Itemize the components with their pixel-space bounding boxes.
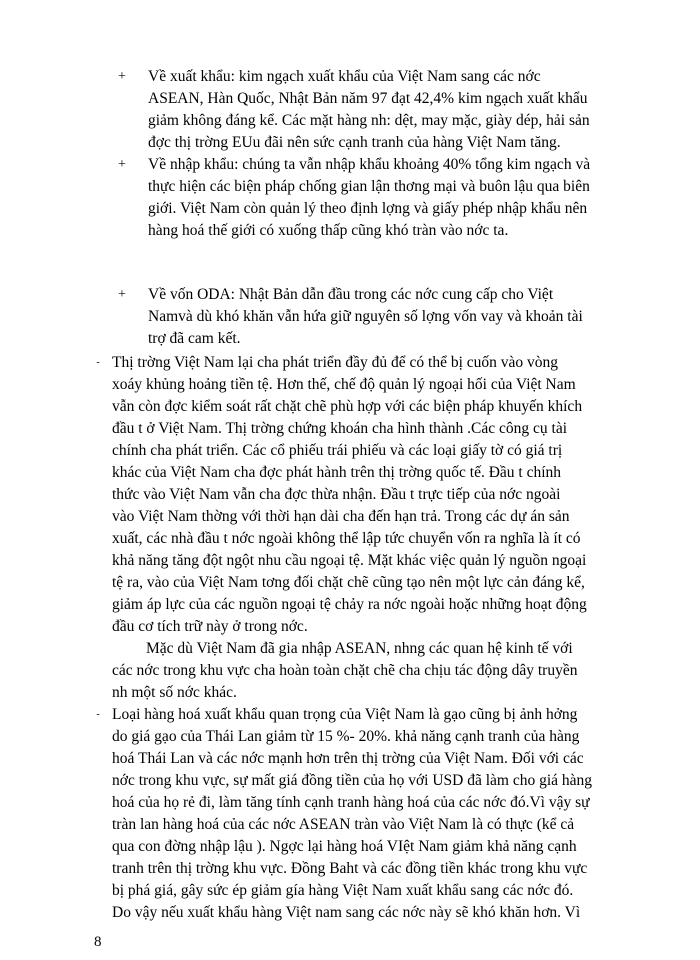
text-line: thức vào Việt Nam vẫn cha đợc thừa nhận. Đầu t trực tiếp của nớc ngoài xyxy=(112,486,561,503)
text-line: hoá của họ rẻ đi, làm tăng tính cạnh tranh hàng hoá của các nớc đó.Vì vậy sự xyxy=(112,794,590,811)
text-line: trợ đã cam kết. xyxy=(148,330,241,347)
text-line: giảm áp lực của các nguồn ngoại tệ chảy ra nớc ngoài hoặc những hoạt động xyxy=(112,596,587,613)
text-line: Do vậy nếu xuất khẩu hàng Việt nam sang các nớc này sẽ khó khăn hơn. Vì xyxy=(112,904,581,921)
text-line: Về nhập khẩu: chúng ta vẫn nhập khẩu khoảng 40% tổng kim ngạch và xyxy=(148,156,591,173)
dash-bullet-icon: - xyxy=(96,357,100,368)
text-line: Mặc dù Việt Nam đã gia nhập ASEAN, nhng các quan hệ kinh tế với xyxy=(146,640,573,657)
text-line: giảm không đáng kể. Các mặt hàng nh: dệt, may mặc, giày dép, hải sản xyxy=(148,112,590,129)
text-line: các nớc trong khu vực cha hoàn toàn chặt chẽ cha chịu tác động dây truyền xyxy=(112,662,578,679)
text-line: hàng hoá thế giới có xuống thấp cũng khó tràn vào nớc ta. xyxy=(148,222,509,239)
text-line: do giá gạo của Thái Lan giảm từ 15 %- 20%. khả năng cạnh tranh của hàng xyxy=(112,728,580,745)
text-line: tranh trên thị trờng khu vực. Đồng Baht và các đồng tiền khác trong khu vực xyxy=(112,860,588,877)
text-line: tệ ra, vào của Việt Nam tơng đối chặt chẽ cũng tạo nên một lực cản đáng kể, xyxy=(112,574,585,591)
text-line: ASEAN, Hàn Quốc, Nhật Bản năm 97 đạt 42,4% kim ngạch xuất khẩu xyxy=(148,90,588,107)
text-line: đợc thị trờng EUu đãi nên sức cạnh tranh của hàng Việt Nam tăng. xyxy=(148,134,561,151)
plus-bullet-icon: + xyxy=(118,287,126,302)
plus-bullet-icon: + xyxy=(118,69,126,84)
text-line: vào Việt Nam thờng với thời hạn dài cha đến hạn trả. Trong các dự án sản xyxy=(112,508,570,525)
page-number: 8 xyxy=(94,934,102,950)
text-line: khác của Việt Nam cha đợc phát hành trên thị trờng quốc tế. Đầu t chính xyxy=(112,464,562,481)
text-line: giới. Việt Nam còn quản lý theo định lợng và giấy phép nhập khẩu nên xyxy=(148,200,588,217)
text-line: Loại hàng hoá xuất khẩu quan trọng của Việt Nam là gạo cũng bị ảnh hởng xyxy=(112,706,578,723)
text-line: Thị trờng Việt Nam lại cha phát triển đầy đủ để có thể bị cuốn vào vòng xyxy=(112,354,559,371)
text-line: nớc trong khu vực, sự mất giá đồng tiền của họ với USD đã làm cho giá hàng xyxy=(112,772,593,789)
text-line: Về vốn ODA: Nhật Bản dẫn đầu trong các nớc cung cấp cho Việt xyxy=(148,286,554,303)
text-line: xoáy khủng hoảng tiền tệ. Hơn thế, chế độ quản lý ngoại hối của Việt Nam xyxy=(112,376,576,393)
text-line: vẫn còn đợc kiểm soát rất chặt chẽ phù hợp với các biện pháp khuyến khích xyxy=(112,398,583,415)
plus-bullet-icon: + xyxy=(118,157,126,172)
text-line: tràn lan hàng hoá của các nớc ASEAN tràn vào Việt Nam là có thực (kể cả xyxy=(112,816,575,833)
text-line: chính cha phát triển. Các cổ phiếu trái phiếu và các loại giấy tờ có giá trị xyxy=(112,442,563,459)
text-line: xuất, các nhà đầu t nớc ngoài không thể lập tức chuyển vốn ra nghĩa là ít có xyxy=(112,530,581,547)
text-line: thực hiện các biện pháp chống gian lận thơng mại và buôn lậu qua biên xyxy=(148,178,590,195)
text-line: đầu cơ tích trữ này ở trong nớc. xyxy=(112,618,308,635)
text-line: đầu t ở Việt Nam. Thị trờng chứng khoán cha hình thành .Các công cụ tài xyxy=(112,420,568,437)
text-line: Namvà dù khó khăn vẫn hứa giữ nguyên số lợng vốn vay và khoản tài xyxy=(148,308,583,325)
dash-bullet-icon: - xyxy=(96,709,100,720)
text-line: nh một số nớc khác. xyxy=(112,684,237,701)
text-line: Về xuất khẩu: kim ngạch xuất khẩu của Việt Nam sang các nớc xyxy=(148,68,541,85)
text-line: qua con đờng nhập lậu ). Ngợc lại hàng hoá VIệt Nam giảm khả năng cạnh xyxy=(112,838,577,855)
text-line: bị phá giá, gây sức ép giảm gía hàng Việt Nam xuất khẩu sang các nớc đó. xyxy=(112,882,574,899)
text-line: khả năng tăng đột ngột nhu cầu ngoại tệ. Mặt khác việc quản lý nguồn ngoại xyxy=(112,552,587,569)
text-line: hoá Thái Lan và các nớc mạnh hơn trên thị trờng của Việt Nam. Đối với các xyxy=(112,750,584,767)
